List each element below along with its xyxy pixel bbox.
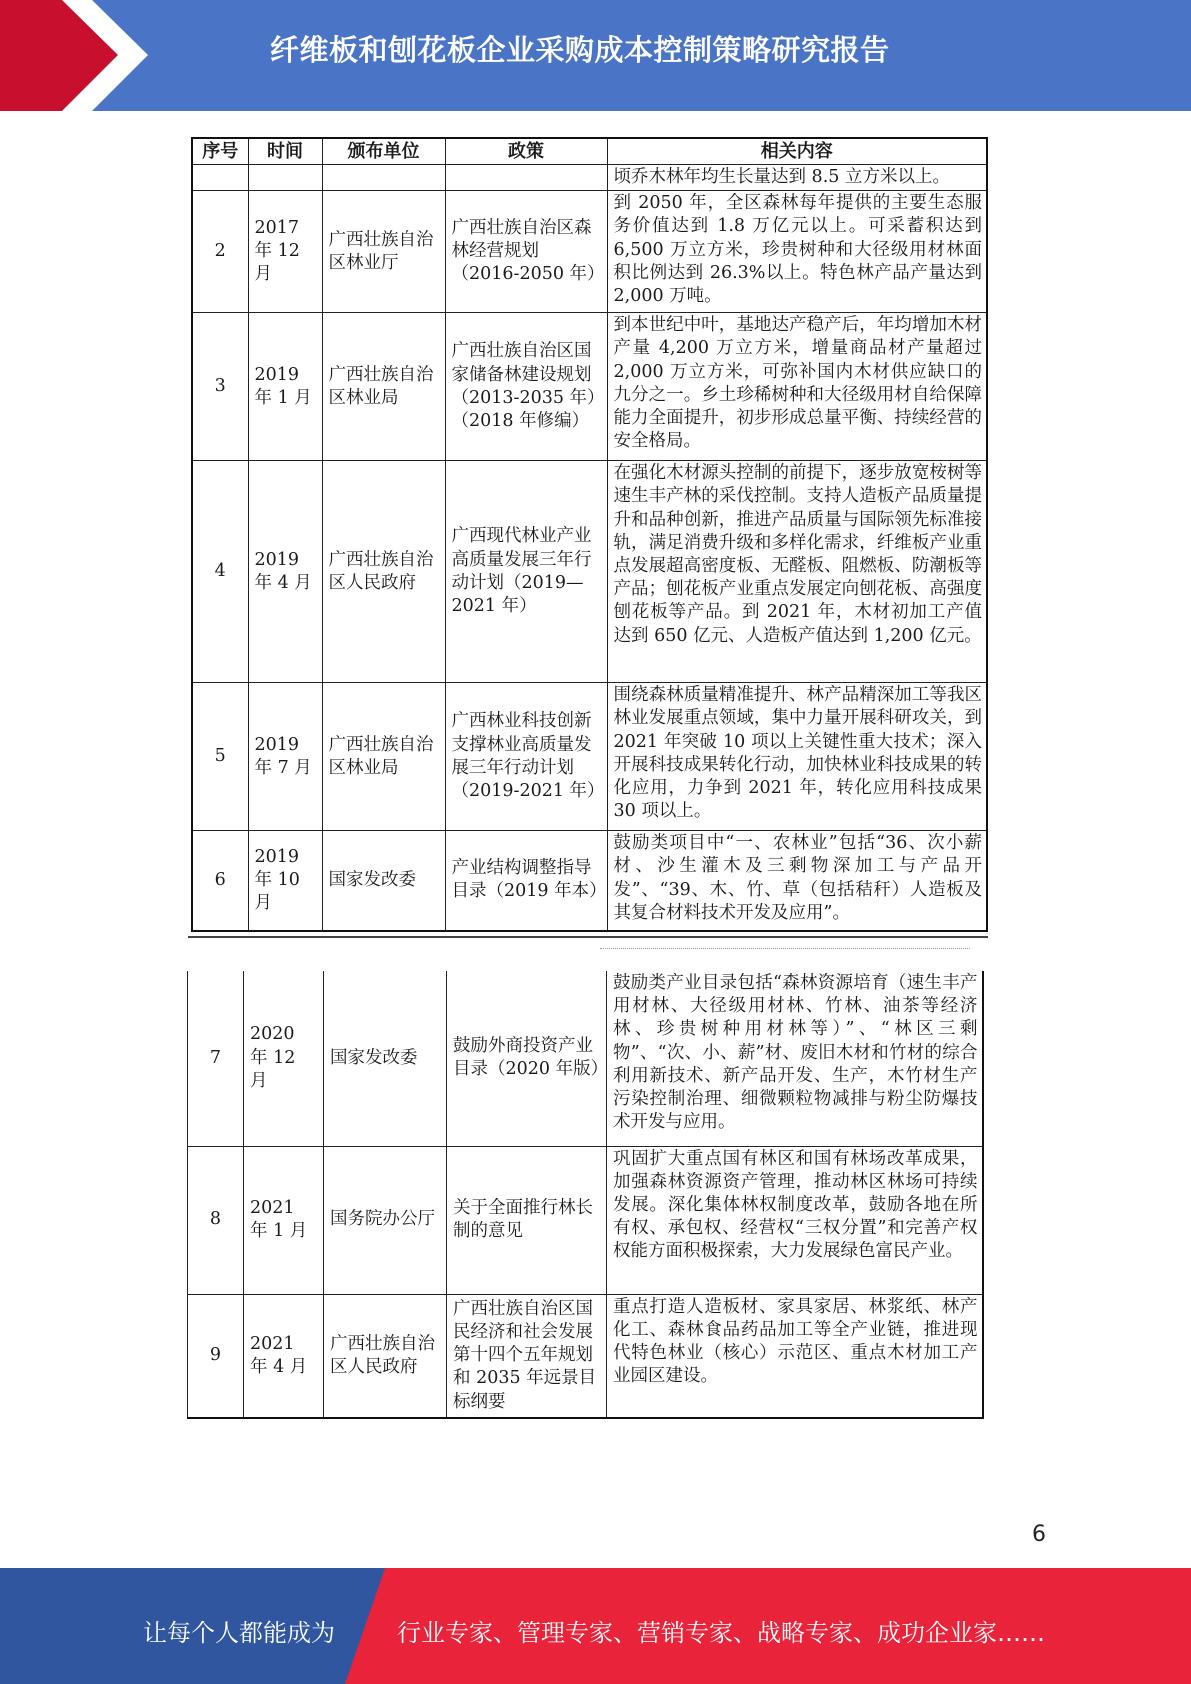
issuer-cell: 国家发改委 — [322, 831, 445, 931]
row-number: 3 — [192, 313, 248, 461]
content-cell: 顷乔木林年均生长量达到 8.5 立方米以上。 — [607, 165, 987, 191]
table-row — [188, 971, 983, 1146]
table-row — [192, 191, 987, 313]
policy-cell: 广西壮族自治区森林经营规划（2016-2050 年） — [445, 191, 607, 313]
content-cell: 围绕森林质量精准提升、林产品精深加工等我区林业发展重点领域，集中力量开展科研攻关，到 2021 年突破 10 项以上关键性重大技术；深入开展科技成果转化行动，加快林业科技成果的转化应用，力争到 2021 年，转化应用科技成果 30 项以上。 — [607, 683, 987, 831]
content-cell: 鼓励类项目中“一、农林业”包括“36、次小薪材、沙生灌木及三剩物深加工与产品开发”、“39、木、竹、草（包括秸秆）人造板及其复合材料技术开发及应用”。 — [607, 831, 987, 931]
policy-cell: 广西壮族自治区国家储备林建设规划（2013-2035 年）（2018 年修编） — [445, 313, 607, 461]
column-header: 时间 — [248, 138, 322, 165]
policy-cell: 产业结构调整指导目录（2019 年本） — [445, 831, 607, 931]
content-cell: 鼓励类产业目录包括“森林资源培育（速生丰产用材林、大径级用材林、竹林、油茶等经济林、珍贵树种用材林等）”、“林区三剩物”、“次、小、薪”材、废旧木材和竹材的综合利用新技术、新产品开发、生产，木竹材生产污染控制治理、细微颗粒物减排与粉尘防爆技术开发与应用。 — [607, 971, 983, 1146]
content-cell: 到 2050 年，全区森林每年提供的主要生态服务价值达到 1.8 万亿元以上。可采蓄积达到 6,500 万立方米，珍贵树种和大径级用材林面积比例达到 26.3%以上。特色林产品产量达到 2,000 万吨。 — [607, 191, 987, 313]
table-row — [192, 313, 987, 461]
issuer-cell: 国务院办公厅 — [324, 1146, 447, 1294]
policy-cell: 关于全面推行林长制的意见 — [447, 1146, 607, 1294]
page-footer — [0, 1568, 1191, 1684]
row-number: 8 — [188, 1146, 244, 1294]
issuer-cell: 广西壮族自治区林业局 — [322, 313, 445, 461]
fragment-residual-line — [600, 948, 970, 950]
fragment-gap — [188, 936, 988, 969]
time-cell: 2019 年 1 月 — [248, 313, 322, 461]
time-cell: 2019 年 7 月 — [248, 683, 322, 831]
footer-slogan-left: 让每个人都能成为 — [143, 1619, 335, 1647]
time-cell: 2017 年 12 月 — [248, 191, 322, 313]
column-header: 相关内容 — [607, 138, 987, 165]
column-header: 颁布单位 — [322, 138, 445, 165]
time-cell: 2019 年 10 月 — [248, 831, 322, 931]
table-row-carryover — [192, 165, 987, 191]
row-number: 9 — [188, 1294, 244, 1418]
column-header: 序号 — [192, 138, 248, 165]
policy-table-part2 — [187, 971, 984, 1419]
content-cell: 到本世纪中叶，基地达产稳产后，年均增加木材产量 4,200 万立方米，增量商品材产量超过 2,000 万立方米，可弥补国内木材供应缺口的九分之一。乡土珍稀树种和大径级用材自给保障能力全面提升，初步形成总量平衡、持续经营的安全格局。 — [607, 313, 987, 461]
content-cell: 巩固扩大重点国有林区和国有林场改革成果，加强森林资源资产管理，推动林区林场可持续发展。深化集体林权制度改革，鼓励各地在所有权、承包权、经营权“三权分置”和完善产权权能方面积极探索，大力发展绿色富民产业。 — [607, 1146, 983, 1294]
time-cell: 2020 年 12 月 — [244, 971, 324, 1146]
row-number: 2 — [192, 191, 248, 313]
time-cell: 2021 年 4 月 — [244, 1294, 324, 1418]
row-number: 5 — [192, 683, 248, 831]
footer-slogan-right: 行业专家、管理专家、营销专家、战略专家、成功企业家…… — [397, 1619, 1045, 1647]
table-row — [188, 1294, 983, 1418]
policy-cell: 鼓励外商投资产业目录（2020 年版） — [447, 971, 607, 1146]
issuer-cell: 广西壮族自治区林业厅 — [322, 191, 445, 313]
row-number: 6 — [192, 831, 248, 931]
issuer-cell: 广西壮族自治区人民政府 — [324, 1294, 447, 1418]
fragment-divider — [188, 936, 988, 938]
table-header-row — [192, 138, 987, 165]
column-header: 政策 — [445, 138, 607, 165]
time-cell: 2021 年 1 月 — [244, 1146, 324, 1294]
policy-cell: 广西现代林业产业高质量发展三年行动计划（2019—2021 年） — [445, 461, 607, 683]
table-row — [192, 461, 987, 683]
table-row — [192, 831, 987, 931]
table-row — [192, 683, 987, 831]
policy-cell: 广西林业科技创新支撑林业高质量发展三年行动计划（2019-2021 年） — [445, 683, 607, 831]
page-header — [0, 0, 1191, 111]
policy-cell: 广西壮族自治区国民经济和社会发展第十四个五年规划和 2035 年远景目标纲要 — [447, 1294, 607, 1418]
table-row — [188, 1146, 983, 1294]
issuer-cell: 广西壮族自治区人民政府 — [322, 461, 445, 683]
issuer-cell: 国家发改委 — [324, 971, 447, 1146]
page-number: 6 — [1032, 1522, 1046, 1547]
content-cell: 重点打造人造板材、家具家居、林浆纸、林产化工、森林食品药品加工等全产业链，推进现代特色林业（核心）示范区、重点木材加工产业园区建设。 — [607, 1294, 983, 1418]
policy-table-part1 — [191, 137, 988, 932]
issuer-cell: 广西壮族自治区林业局 — [322, 683, 445, 831]
report-title: 纤维板和刨花板企业采购成本控制策略研究报告 — [270, 33, 890, 67]
row-number: 7 — [188, 971, 244, 1146]
content-cell: 在强化木材源头控制的前提下，逐步放宽桉树等速生丰产林的采伐控制。支持人造板产品质量提升和品种创新，推进产品质量与国际领先标准接轨，满足消费升级和多样化需求，纤维板产业重点发展超高密度板、无醛板、阻燃板、防潮板等产品；刨花板产业重点发展定向刨花板、高强度刨花板等产品。到 2021 年，木材初加工产值达到 650 亿元、人造板产值达到 1,200 亿元。 — [607, 461, 987, 683]
time-cell: 2019 年 4 月 — [248, 461, 322, 683]
row-number: 4 — [192, 461, 248, 683]
